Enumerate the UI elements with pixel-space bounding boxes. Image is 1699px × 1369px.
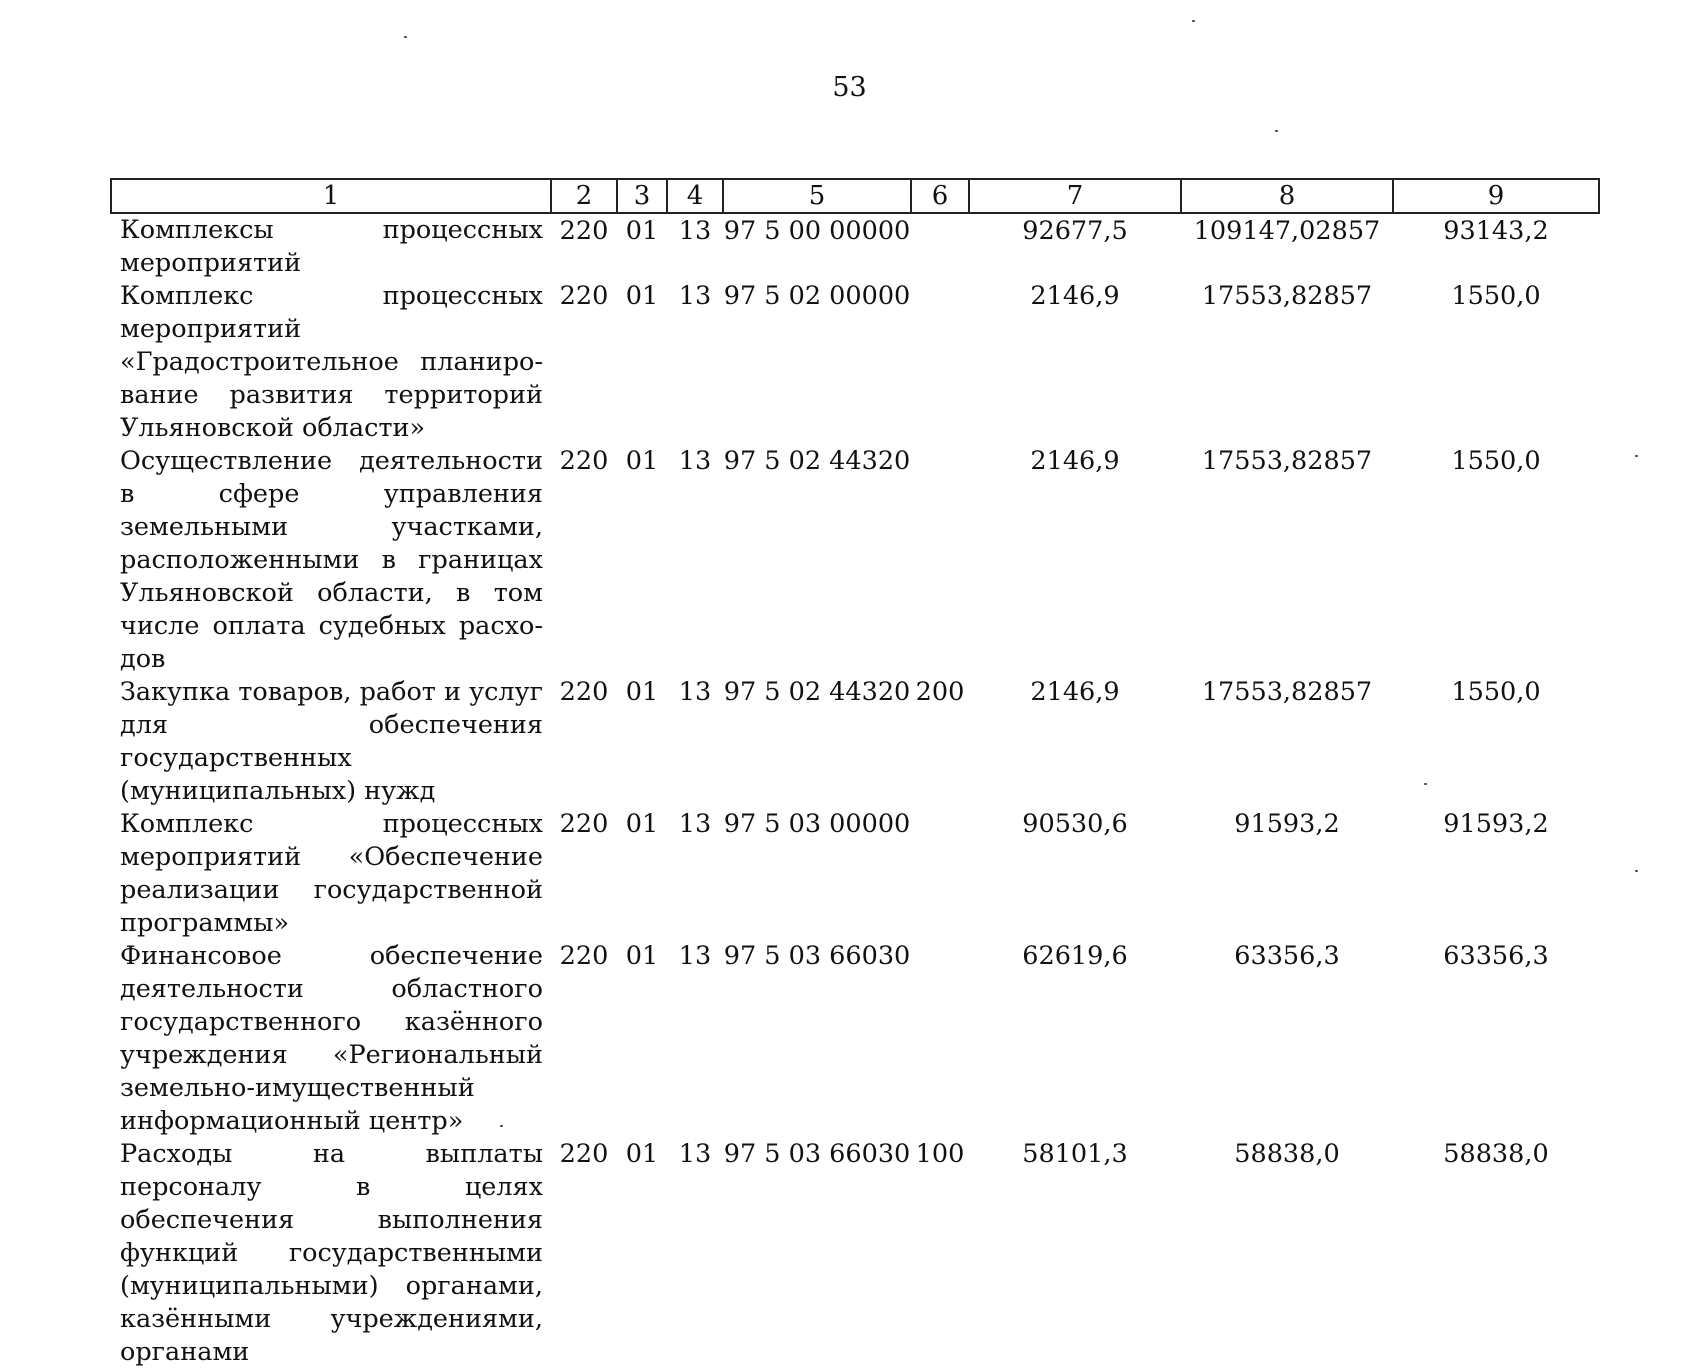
row-col-3: 01	[625, 216, 659, 246]
row-col-9: 91593,2	[1443, 809, 1549, 839]
scan-speck	[1635, 455, 1638, 457]
row-col-8: 109147,02857	[1193, 216, 1381, 246]
row-col-2: 220	[559, 809, 609, 839]
column-header-8: 8	[1181, 179, 1393, 213]
table-row	[111, 280, 1599, 445]
row-col-9: 1550,0	[1451, 677, 1541, 707]
row-col-2: 220	[559, 677, 609, 707]
row-col-3: 01	[625, 281, 659, 311]
column-header-6: 6	[911, 179, 969, 213]
row-col-9: 93143,2	[1443, 216, 1549, 246]
row-col-3: 01	[625, 1139, 659, 1169]
row-col-4: 13	[678, 281, 712, 311]
row-col-8: 63356,3	[1234, 941, 1340, 971]
row-col-5: 97 5 03 66030	[723, 1139, 911, 1169]
row-col-5: 97 5 02 00000	[723, 281, 911, 311]
row-col-9: 63356,3	[1443, 941, 1549, 971]
row-col-4: 13	[678, 809, 712, 839]
scan-speck	[1275, 130, 1278, 132]
row-col-8: 17553,82857	[1201, 677, 1373, 707]
row-col-3: 01	[625, 446, 659, 476]
row-col-4: 13	[678, 1139, 712, 1169]
row-col-7: 92677,5	[1022, 216, 1128, 246]
row-col-7: 62619,6	[1022, 941, 1128, 971]
scan-speck	[500, 1125, 503, 1127]
column-header-4: 4	[667, 179, 723, 213]
row-col-7: 2146,9	[1030, 677, 1120, 707]
row-col-6	[911, 280, 969, 445]
row-col-3: 01	[625, 809, 659, 839]
row-col-2: 220	[559, 941, 609, 971]
row-col-8: 91593,2	[1234, 809, 1340, 839]
row-col-4: 13	[678, 941, 712, 971]
column-header-2: 2	[551, 179, 617, 213]
row-col-2: 220	[559, 446, 609, 476]
row-col-8: 17553,82857	[1201, 446, 1373, 476]
row-col-2: 220	[559, 216, 609, 246]
row-col-8: 58838,0	[1234, 1139, 1340, 1169]
row-name: Комплекс процессных мероприятий «Градостроительное планирование развития территорий Ульяновской области»	[120, 281, 543, 443]
row-col-6	[911, 808, 969, 940]
row-name: Осуществление деятельности в сфере управления земельными участками, расположенными в границах Ульяновской области, в том числе оплата судебных расходов	[120, 446, 543, 674]
column-header-1: 1	[111, 179, 551, 213]
row-col-7: 58101,3	[1022, 1139, 1128, 1169]
table-row	[111, 676, 1599, 808]
scan-speck	[1424, 783, 1427, 785]
row-col-4: 13	[678, 446, 712, 476]
column-header-7: 7	[969, 179, 1181, 213]
row-col-2: 220	[559, 1139, 609, 1169]
table-row	[111, 445, 1599, 676]
row-col-6: 200	[915, 677, 965, 707]
row-col-9: 58838,0	[1443, 1139, 1549, 1169]
table-row	[111, 1138, 1599, 1369]
header-row	[111, 179, 1599, 213]
row-name: Финансовое обеспечение деятельности областного государственного казённого учреждения «Региональный земельно-имущественный информационный центр»	[120, 941, 543, 1136]
row-col-7: 2146,9	[1030, 446, 1120, 476]
row-name: Расходы на выплаты персоналу в целях обеспечения выполнения функций государственными (муниципальными) органами, казёнными учреждениями, органами	[120, 1139, 543, 1367]
row-col-6	[911, 940, 969, 1138]
row-col-9: 1550,0	[1451, 446, 1541, 476]
row-col-4: 13	[678, 677, 712, 707]
row-col-4: 13	[678, 216, 712, 246]
budget-table	[110, 178, 1600, 1369]
row-name: Комплексы процессных мероприятий	[120, 215, 543, 278]
page-number: 53	[832, 72, 867, 103]
column-header-3: 3	[617, 179, 667, 213]
row-col-6: 100	[915, 1139, 965, 1169]
row-col-7: 90530,6	[1022, 809, 1128, 839]
table-row	[111, 808, 1599, 940]
column-header-5: 5	[723, 179, 911, 213]
row-col-5: 97 5 03 00000	[723, 809, 911, 839]
row-col-7: 2146,9	[1030, 281, 1120, 311]
row-col-9: 1550,0	[1451, 281, 1541, 311]
scan-speck	[1635, 870, 1638, 872]
row-col-5: 97 5 02 44320	[723, 446, 911, 476]
row-name: Комплекс процессных мероприятий «Обеспечение реализации государственной программы»	[120, 809, 543, 938]
row-col-2: 220	[559, 281, 609, 311]
row-col-3: 01	[625, 677, 659, 707]
table-row	[111, 940, 1599, 1138]
row-col-6	[911, 213, 969, 280]
column-header-9: 9	[1393, 179, 1599, 213]
scan-speck	[404, 36, 407, 38]
row-col-3: 01	[625, 941, 659, 971]
row-col-6	[911, 445, 969, 676]
row-col-8: 17553,82857	[1201, 281, 1373, 311]
row-col-5: 97 5 00 00000	[723, 216, 911, 246]
table-row	[111, 213, 1599, 280]
row-col-5: 97 5 03 66030	[723, 941, 911, 971]
scan-speck	[1192, 20, 1195, 22]
row-name: Закупка товаров, работ и услуг для обеспечения государственных (муниципальных) нужд	[120, 677, 543, 806]
row-col-5: 97 5 02 44320	[723, 677, 911, 707]
